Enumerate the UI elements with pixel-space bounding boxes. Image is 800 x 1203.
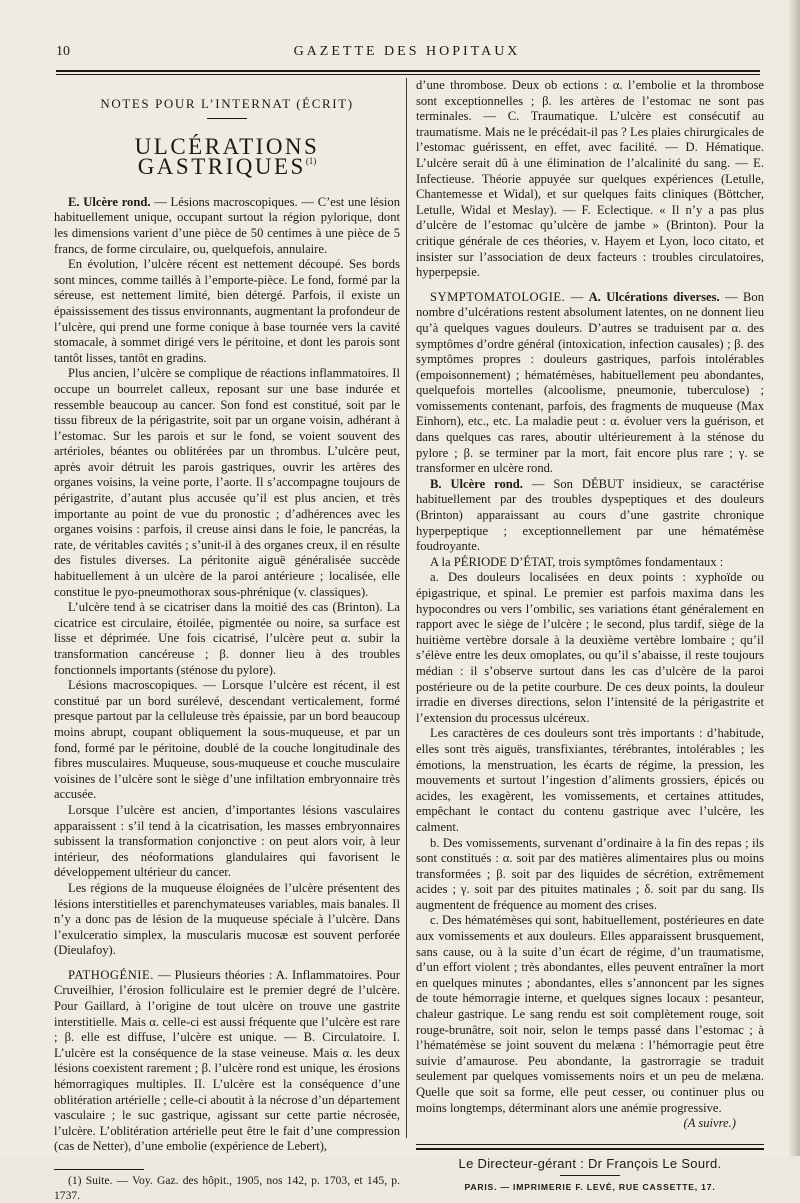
left-column (54, 78, 400, 1203)
page-header (52, 44, 762, 64)
paragraph: Les régions de la muqueuse éloignées de l’ulcère présentent des lésions interstitielles et parenchymateuses variables, mais banales. Il n’y a donc pas de lésion de la muqueuse spéciale à l’ulcère. Dans l’exulceratio simplex, la muscularis mucosæ est souvent perforée (Dieulafoy). (54, 880, 400, 958)
footer-rule (416, 1144, 764, 1145)
footnote-rule (54, 1169, 144, 1170)
column-divider (406, 78, 407, 1138)
article-title (54, 133, 400, 180)
footer-rule-thick (416, 1148, 764, 1150)
header-rule (56, 70, 760, 72)
printer-line: PARIS. — IMPRIMERIE F. LEVÉ, RUE CASSETTE, 17. (464, 1182, 716, 1193)
subheading: E. Ulcère rond. (68, 194, 151, 209)
subheading: PATHOGÉNIE. (68, 967, 154, 982)
page-edge-shadow (788, 0, 800, 1156)
paragraph: SYMPTOMATOLOGIE. — A. Ulcérations diverses. — Bon nombre d’ulcérations restent absolument latentes, on ne donnent lieu qu’à quelques vagues douleurs. D’autres se traduisent par α. des symptômes d’ordre général (intoxication, infection causales) ; β. des symptômes propres : douleurs gastriques, parfois intolérables (empoisonnement) ; hématémèses, habituellement peu abondantes, quelquefois mortelles (alcoolisme, pneumonie, tuberculose) ; vomissements contenant, parfois, des fragments de muqueuse (Max Einhorn), etc., etc. La maladie peut : α. évoluer vers la guérison, et dans quelques cas rares, aboutir ultérieurement à la sténose du pylore ; β. se terminer par la mort, fait encore plus rare ; γ. se transformer en ulcère rond. (416, 289, 764, 476)
paragraph: En évolution, l’ulcère récent est nettement découpé. Ses bords sont minces, comme taillés à l’emporte-pièce. Le fond, formé par la séreuse, est nettement limité, bien détergé. Parfois, il existe un épaississement des tissus environnants, augmentant la profondeur de l’ulcère, qui prend une forme conique à base tournée vers la cavité stomacale, à sommet dirigé vers le péritoine, et dont les parois sont tantôt lisses, tantôt en gradins. (54, 257, 400, 365)
paragraph: Les caractères de ces douleurs sont très importants : d’habitude, elles sont très aiguës, transfixiantes, térébrantes, intolérables ; les émotions, la menstruation, les écarts de régime, la pression, les mouvements et surtout l’ingestion d’aliments grossiers, épicés ou acides, les exagèrent, les vomissements, et certaines attitudes, empêchant le contact du contenu gastrique avec l’ulcère, les calment. (416, 726, 764, 834)
paragraph: L’ulcère tend à se cicatriser dans la moitié des cas (Brinton). La cicatrice est circulaire, étoilée, pigmentée ou noire, sa surface est lisse et déprimée. Une fois cicatrisé, l’ulcère peut α. subir la transformation cancéreuse ; β. donner lieu à des troubles fonctionnels importants (sténose du pylore). (54, 600, 400, 677)
paragraph-text: — Plusieurs théories : A. Inflammatoires. Pour Cruveilhier, l’érosion folliculaire est le premier degré de l’ulcère. Pour Gaillard, à l’origine de tout ulcère on trouve une gastrite interstitielle. Mais α. celle-ci est aussi fréquente que l’ulcère est rare ; β. elle est diffuse, l’ulcère est unique. — B. Circulatoire. I. L’ulcère est la conséquence de la stase veineuse. Mais α. les deux lésions coexistent rarement ; β. l’ulcère rond est unique, les érosions hémorragiques multiples. II. L’ulcère est la conséquence d’une oblitération artérielle ; celle-ci aboutit à la nécrose d’un département vasculaire ; le suc gastrique, agissant sur cette partie nécrosée, l’ulcère. L’oblitération artérielle peut être le fait d’une compression (cas de Netter), d’une embolie (expérience de Lebert), (54, 967, 400, 1154)
paragraph-text: — Son DÉBUT insidieux, se caractérise habituellement par des troubles dyspeptiques et des douleurs (Brinton) apparaissant au cours d’une gastrite chronique hyperpeptique ; exceptionnellement par une hématémèse foudroyante. (416, 476, 764, 554)
running-head: GAZETTE DES HOPITAUX (293, 44, 521, 59)
paragraph (416, 477, 764, 555)
paragraph-text: — Bon nombre d’ulcérations restent absolument latentes, on ne donnent lieu qu’à quelques vagues douleurs. D’autres se traduisent par α. des symptômes d’ordre général (intoxication, infection causales) ; β. des symptômes propres : douleurs gastriques, parfois intolérables (empoisonnement) ; hématémèses, habituellement peu abondantes, quelquefois mortelles (alcoolisme, pneumonie, tuberculose) ; vomissements contenant, parfois, des fragments de muqueuse (Max Einhorn), etc., etc. La maladie peut : α. évoluer vers la guérison, et dans quelques cas rares, aboutir ultérieurement à la sténose du pylore ; β. se terminer par la mort, fait encore plus rare ; γ. se transformer en ulcère rond. (416, 289, 764, 476)
paragraph: A la PÉRIODE D’ÉTAT, trois symptômes fondamentaux : (430, 554, 724, 569)
header-rule-thin (56, 74, 760, 75)
page-number: 10 (56, 44, 70, 59)
section-label: NOTES POUR L’INTERNAT (ÉCRIT) (100, 96, 354, 111)
paragraph: Plus ancien, l’ulcère se complique de réactions inflammatoires. Il occupe un bourrelet calleux, reposant sur une base indurée et ressemble beaucoup au cancer. Son fond est constitué, soit par le tissu fibreux de la périgastrite, soit par un organe voisin, adhérant à l’estomac. Sur les parois et sur le fond, se voient souvent des artérioles, béantes ou oblitérées par un thrombus. L’ulcère peut, après avoir détruit les parois gastriques, ouvrir les artères des organes voisins, la veine porte, l’aorte. Il s’accompagne toujours de périgastrite, d’autant plus accusée qu’il est plus ancien, et très importante au point de vue du pronostic ; d’adhérences avec les organes voisins : parfois, il creuse ainsi dans le foie, le pancréas, la rate, de véritables cavités ; s’unit-il à des organes creux, il en résulte des fistules diverses. La péritonite aiguë généralisée succède habituellement à un ulcère de la paroi antérieure ; localisée, elle constitue le pyo-pneumothorax sous-phrénique (v. classiques). (54, 366, 400, 599)
paragraph: a. Des douleurs localisées en deux points : xyphoïde ou épigastrique, et spinal. Le premier est parfois maxima dans les hypocondres ou vers l’ombilic, ses variations étant généralement en rapport avec le siège de l’ulcère ; le second, plus tardif, siège de la huitième vertèbre dorsale à la deuxième vertèbre lombaire ; qu’il s’élève entre les deux omoplates, ou qu’il s’abaisse, il reste toujours médian : il s’observe surtout dans les cas d’ulcère de la paroi postérieure ou de la petite courbure. De ces deux points, la douleur irradie en diverses directions, selon l’intensité de la périgastrite et l’extension du processus ulcéreux. (416, 570, 764, 725)
title-footnote-mark: (1) (305, 156, 317, 167)
right-column (416, 78, 764, 1196)
paragraph: d’une thrombose. Deux ob ections : α. l’embolie et la thrombose sont exceptionnelles ; β. les artères de l’estomac ne sont pas terminales. — C. Traumatique. L’ulcère est consécutif au traumatisme. Mais ne le précédait-il pas ? Les plaies chirurgicales de l’estomac guérissent, en effet, avec facilité. — D. Hématique. L’ulcère serait dû à une élimination de l’alcalinité du sang. — E. Infectieuse. Théorie appuyée sur quelques expériences (Letulle, Chantemesse et Widal), et sur quelques faits cliniques (Böttcher, Letulle, Widal et Meslay). — F. Eclectique. « Il n’y a pas plus d’ulcère de l’estomac qu’ulcère de jambe » (Brinton). Pour la critique générale de ces théories, v. Hayem et Lyon, loco citato, et insister sur l’association de deux facteurs : troubles circulatoires, hyperpepsie. (416, 78, 764, 280)
paragraph (54, 968, 400, 1155)
paragraph-text: — Lésions macroscopiques. — C’est une lésion habituellement unique, occupant surtout la région pylorique, dont les dimensions varient d’une pièce de 50 centimes à une pièce de 5 francs, de forme circulaire, ou, quelquefois, annulaire. (54, 194, 400, 256)
paragraph: Lésions macroscopiques. — Lorsque l’ulcère est récent, il est constitué par un bord surélevé, descendant verticalement, formé presque partout par la celluleuse très épaissie, par un bord beaucoup moins abrupt, coupant obliquement la sous-muqueuse, et par un fond, formé par le péritoine, doublé de la couche longitudinale des fibres musculaires. Muqueuse, sous-muqueuse et couche musculaire voisines de l’ulcère sont le siège d’une infiltation embryonnaire très accusée. (54, 678, 400, 802)
subheading: A. Ulcérations diverses. (588, 289, 720, 304)
director-line: Le Directeur-gérant : Dr François Le Sourd. (458, 1155, 722, 1171)
section-rule (207, 118, 247, 119)
footer-short-rule (560, 1175, 620, 1176)
paragraph: Lorsque l’ulcère est ancien, d’importantes lésions vasculaires apparaissent : s’il tend à la cicatrisation, les masses embryonnaires subissent la transformation conjonctive : on peut alors voir, à leur intérieur, des néoformations glandulaires qui favorisent le développement ultérieur du cancer. (54, 802, 400, 880)
to-follow: (A suivre.) (683, 1116, 736, 1131)
paragraph: b. Des vomissements, survenant d’ordinaire à la fin des repas ; ils sont constitués : α. soit par des matières alimentaires plus ou moins transformées ; β. soit par des liquides de sécrétion, extrêmement acides ; γ. soit par des pituites matinales ; δ. soit par du sang. Ils augmentent de fréquence au moment des crises. (416, 835, 764, 912)
paragraph: c. Des hématémèses qui sont, habituellement, postérieures en date aux vomissements et aux douleurs. Elles apparaissent brusquement, sans cause, ou à la suite d’un écart de régime, d’un traumatisme, d’un effort violent ; très abondantes, elles peuvent entraîner la mort en quelques minutes ; abondantes, elles s’annoncent par les signes de toute hémorragie interne, et quelques signes locaux : pesanteur, chaleur gastrique. Le sang rendu est soit complètement rouge, soit rouge-brunâtre, soit noir, selon le temps passé dans l’estomac ; à l’hématémèse se joint souvent du melæna : l’hémorragie peut être suivie d’amaurose. Peu abondante, la gastrorragie se traduit seulement par quelques vomissements noirs et un peu de melæna. Quelle que soit sa forme, elle peut cesser, ou continuer plus ou moins longtemps, déterminant alors une anémie progressive. (416, 913, 764, 1115)
subheading: B. Ulcère rond. (430, 476, 523, 491)
title-text: ULCÉRATIONS GASTRIQUES (134, 133, 320, 180)
subheading: SYMPTOMATOLOGIE. (430, 289, 566, 304)
paragraph (54, 195, 400, 257)
footnote: (1) Suite. — Voy. Gaz. des hôpit., 1905, nos 142, p. 1703, et 145, p. 1737. (54, 1174, 400, 1202)
